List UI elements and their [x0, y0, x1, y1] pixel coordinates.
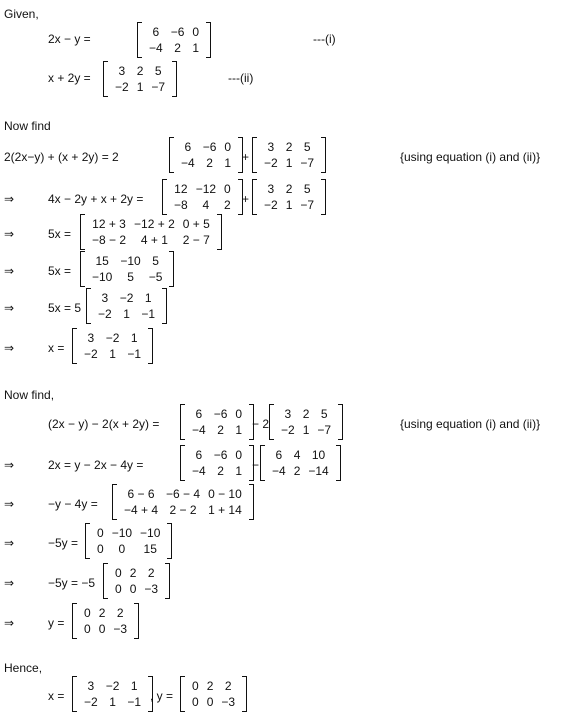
- matrix-cell: −4: [181, 156, 195, 170]
- matrix: [103, 563, 170, 599]
- matrix-row: [170, 181, 235, 197]
- matrix: [252, 137, 326, 173]
- matrix-table: [268, 447, 333, 479]
- eq1-lhs: 2x − y =: [48, 32, 91, 46]
- matrix-row: [111, 565, 162, 581]
- matrix-cell: −2: [281, 423, 295, 437]
- matrix-cell: −1: [127, 695, 142, 709]
- matrix-cell: 1 + 14: [208, 503, 242, 517]
- matrix-row: [120, 502, 246, 518]
- operator: −: [252, 458, 260, 472]
- matrix-cell: 5: [152, 254, 159, 268]
- matrix: [80, 214, 222, 250]
- matrix-row: [170, 197, 235, 213]
- matrix-row: [94, 306, 159, 322]
- matrix-cell: 2: [302, 407, 310, 421]
- matrix-cell: 0: [115, 566, 122, 580]
- matrix: [103, 61, 177, 97]
- matrix-row: [177, 139, 235, 155]
- matrix-cell: 1: [123, 307, 130, 321]
- partB-line1-lhs: (2x − y) − 2(x + 2y) =: [48, 417, 160, 431]
- matrix-table: [80, 605, 131, 637]
- partB-note: {using equation (i) and (ii)}: [400, 417, 541, 431]
- partA-line6-lhs: x =: [48, 341, 65, 355]
- implies-arrow: ⇒: [4, 341, 15, 355]
- matrix-cell: 1: [192, 41, 200, 55]
- matrix-left-bracket: [252, 137, 257, 173]
- matrix-table: [170, 181, 235, 213]
- partA-line5-lhs: 5x = 5: [48, 301, 82, 315]
- matrix-cell: 1: [285, 198, 293, 212]
- matrix-cell: 2: [217, 423, 224, 437]
- matrix-table: [80, 678, 145, 710]
- matrix-cell: 1: [224, 156, 232, 170]
- matrix-right-bracket: [217, 214, 222, 250]
- matrix-left-bracket: [180, 445, 185, 481]
- matrix-cell: 0: [224, 140, 232, 154]
- matrix-cell: −4 + 4: [124, 503, 159, 517]
- matrix-cell: 0: [235, 407, 243, 421]
- matrix-cell: 1: [109, 347, 116, 361]
- matrix-cell: 2 − 7: [182, 233, 210, 247]
- matrix-cell: 6: [195, 407, 203, 421]
- matrix-left-bracket: [180, 404, 185, 440]
- matrix-cell: 1: [144, 291, 152, 305]
- matrix-cell: 0: [84, 606, 91, 620]
- partB-line6-lhs: y =: [48, 616, 65, 630]
- matrix-cell: −4: [149, 41, 163, 55]
- matrix-cell: −3: [221, 695, 236, 709]
- matrix-cell: 0: [129, 582, 137, 596]
- matrix-right-bracket: [321, 179, 326, 215]
- matrix-row: [93, 541, 164, 557]
- matrix-table: [88, 216, 214, 248]
- matrix-left-bracket: [72, 603, 77, 639]
- matrix-cell: 2: [285, 182, 293, 196]
- implies-arrow: ⇒: [4, 227, 15, 241]
- matrix-cell: −2: [264, 198, 278, 212]
- matrix-left-bracket: [103, 563, 108, 599]
- now-find-heading-2: Now find,: [4, 388, 55, 402]
- matrix-right-bracket: [206, 22, 211, 58]
- matrix-table: [111, 63, 169, 95]
- matrix-cell: 0 − 10: [208, 487, 242, 501]
- matrix-row: [111, 79, 169, 95]
- matrix-cell: 2: [217, 464, 224, 478]
- matrix-cell: 3: [87, 331, 95, 345]
- partB-line5-lhs: −5y = −5: [48, 576, 96, 590]
- matrix-cell: 6: [152, 25, 160, 39]
- eq2-lhs: x + 2y =: [48, 71, 91, 85]
- implies-arrow: ⇒: [4, 192, 15, 206]
- matrix-table: [88, 253, 166, 285]
- matrix-table: [188, 406, 246, 438]
- matrix-cell: 2: [285, 140, 293, 154]
- matrix-cell: 0: [224, 182, 231, 196]
- matrix-cell: −2: [84, 347, 98, 361]
- matrix-row: [188, 422, 246, 438]
- matrix-row: [111, 581, 162, 597]
- matrix-cell: 4 + 1: [140, 233, 168, 247]
- matrix-row: [88, 216, 214, 232]
- matrix-row: [268, 463, 333, 479]
- matrix-right-bracket: [321, 137, 326, 173]
- matrix-cell: −4: [192, 423, 206, 437]
- matrix-table: [145, 24, 203, 56]
- matrix-right-bracket: [242, 676, 247, 712]
- matrix: [112, 484, 254, 520]
- operator: +: [242, 150, 250, 164]
- matrix-row: [145, 40, 203, 56]
- matrix-cell: −2: [84, 695, 98, 709]
- matrix-left-bracket: [169, 137, 174, 173]
- matrix-row: [188, 447, 246, 463]
- matrix-cell: −3: [144, 582, 159, 596]
- matrix: [80, 251, 174, 287]
- matrix-row: [268, 447, 333, 463]
- matrix: [86, 288, 167, 324]
- matrix-row: [93, 525, 164, 541]
- matrix-row: [88, 232, 214, 248]
- matrix-cell: −1: [127, 347, 142, 361]
- matrix-cell: −2: [105, 331, 120, 345]
- matrix-cell: −2: [115, 80, 129, 94]
- matrix-cell: −7: [151, 80, 166, 94]
- matrix-row: [80, 621, 131, 637]
- matrix: [269, 404, 343, 440]
- matrix-right-bracket: [134, 603, 139, 639]
- matrix-cell: 1: [109, 695, 116, 709]
- matrix-cell: 6: [184, 140, 192, 154]
- partA-line3-lhs: 5x =: [48, 227, 72, 241]
- matrix-right-bracket: [148, 328, 153, 364]
- matrix-right-bracket: [249, 484, 254, 520]
- matrix-cell: 0: [98, 622, 106, 636]
- partB-line4-lhs: −5y =: [48, 536, 79, 550]
- matrix-left-bracket: [180, 676, 185, 712]
- matrix-cell: −8 − 2: [92, 233, 127, 247]
- matrix-right-bracket: [336, 445, 341, 481]
- matrix-table: [120, 486, 246, 518]
- matrix-cell: 1: [302, 423, 310, 437]
- matrix-row: [188, 678, 239, 694]
- matrix-left-bracket: [80, 214, 85, 250]
- matrix-right-bracket: [165, 563, 170, 599]
- matrix-cell: 3: [87, 679, 95, 693]
- matrix-table: [177, 139, 235, 171]
- final-x-lhs: x =: [48, 689, 65, 703]
- matrix-right-bracket: [338, 404, 343, 440]
- matrix-table: [80, 330, 145, 362]
- implies-arrow: ⇒: [4, 458, 15, 472]
- matrix-cell: −12: [195, 182, 217, 196]
- implies-arrow: ⇒: [4, 301, 15, 315]
- matrix-row: [80, 605, 131, 621]
- matrix-cell: −5: [148, 270, 163, 284]
- matrix-table: [188, 447, 246, 479]
- matrix-cell: −4: [272, 464, 286, 478]
- matrix: [72, 603, 139, 639]
- matrix-row: [111, 63, 169, 79]
- matrix-cell: 12 + 3: [92, 217, 126, 231]
- matrix-row: [277, 406, 335, 422]
- matrix-cell: 3: [267, 140, 275, 154]
- matrix-row: [120, 486, 246, 502]
- matrix-cell: −6 − 4: [166, 487, 201, 501]
- partB-line2-lhs: 2x = y − 2x − 4y =: [48, 458, 144, 472]
- matrix-left-bracket: [85, 523, 90, 559]
- matrix-cell: 0: [84, 622, 91, 636]
- matrix-cell: 6 − 6: [127, 487, 155, 501]
- matrix-cell: 3: [101, 291, 109, 305]
- matrix-cell: 5: [303, 140, 311, 154]
- matrix-cell: −10: [111, 526, 133, 540]
- matrix-right-bracket: [162, 288, 167, 324]
- matrix-cell: 2: [136, 64, 144, 78]
- partB-line3-lhs: −y − 4y =: [48, 497, 98, 511]
- matrix-cell: 2: [206, 679, 214, 693]
- matrix-cell: 1: [130, 331, 138, 345]
- matrix-cell: 2: [224, 198, 231, 212]
- matrix-cell: −7: [317, 423, 332, 437]
- matrix-cell: 1: [235, 423, 243, 437]
- matrix-row: [80, 694, 145, 710]
- matrix-cell: 15: [143, 542, 157, 556]
- matrix-cell: 3: [284, 407, 292, 421]
- matrix-table: [94, 290, 159, 322]
- matrix-row: [88, 269, 166, 285]
- matrix-cell: 10: [311, 448, 326, 462]
- matrix: [169, 137, 243, 173]
- matrix-cell: 1: [130, 679, 138, 693]
- matrix-cell: 2: [98, 606, 106, 620]
- matrix-cell: −2: [119, 291, 134, 305]
- matrix-row: [80, 678, 145, 694]
- matrix-cell: 6: [195, 448, 203, 462]
- matrix: [180, 676, 247, 712]
- matrix-cell: −6: [213, 448, 228, 462]
- matrix-cell: 0: [97, 542, 104, 556]
- matrix-cell: 5: [320, 407, 328, 421]
- matrix-cell: 0: [192, 695, 199, 709]
- partA-note: {using equation (i) and (ii)}: [400, 150, 541, 164]
- matrix-row: [88, 253, 166, 269]
- matrix-cell: 12: [174, 182, 188, 196]
- matrix-cell: −10: [120, 254, 141, 268]
- matrix-row: [277, 422, 335, 438]
- matrix-cell: 3: [118, 64, 126, 78]
- matrix: [137, 22, 211, 58]
- operator: − 2: [252, 417, 270, 431]
- partA-line1-lhs: 2(2x−y) + (x + 2y) = 2: [4, 150, 119, 164]
- matrix-row: [80, 346, 145, 362]
- matrix-cell: 4: [293, 448, 301, 462]
- matrix-table: [260, 139, 318, 171]
- matrix: [260, 445, 341, 481]
- matrix: [252, 179, 326, 215]
- matrix-cell: 0 + 5: [182, 217, 210, 231]
- matrix-row: [260, 155, 318, 171]
- given-heading: Given,: [4, 7, 39, 21]
- matrix-cell: 1: [235, 464, 243, 478]
- matrix-row: [177, 155, 235, 171]
- matrix-cell: −6: [202, 140, 217, 154]
- matrix-row: [260, 181, 318, 197]
- matrix-cell: 5: [154, 64, 162, 78]
- matrix-row: [260, 197, 318, 213]
- matrix-table: [188, 678, 239, 710]
- matrix-row: [188, 463, 246, 479]
- matrix-cell: −2: [105, 679, 120, 693]
- matrix-left-bracket: [260, 445, 265, 481]
- implies-arrow: ⇒: [4, 497, 15, 511]
- matrix-cell: −12 + 2: [134, 217, 175, 231]
- matrix-cell: −3: [113, 622, 128, 636]
- matrix-cell: 2: [129, 566, 137, 580]
- matrix-cell: −7: [300, 198, 315, 212]
- matrix-cell: 0: [115, 582, 122, 596]
- matrix-cell: 2: [224, 679, 232, 693]
- eq2-tag: ---(ii): [228, 71, 254, 85]
- matrix: [72, 676, 153, 712]
- matrix-cell: −6: [213, 407, 228, 421]
- implies-arrow: ⇒: [4, 264, 15, 278]
- matrix: [72, 328, 153, 364]
- matrix-left-bracket: [269, 404, 274, 440]
- matrix-cell: 5: [303, 182, 311, 196]
- matrix-left-bracket: [80, 251, 85, 287]
- matrix-cell: 0: [192, 25, 200, 39]
- partA-line2-lhs: 4x − 2y + x + 2y =: [48, 192, 144, 206]
- matrix-cell: 2: [116, 606, 124, 620]
- matrix-cell: 2: [293, 464, 301, 478]
- matrix-left-bracket: [112, 484, 117, 520]
- eq1-tag: ---(i): [313, 32, 336, 46]
- matrix-right-bracket: [169, 251, 174, 287]
- matrix: [180, 445, 254, 481]
- matrix-cell: 2 − 2: [169, 503, 197, 517]
- matrix-cell: 0: [235, 448, 243, 462]
- matrix-cell: 2: [206, 156, 213, 170]
- now-find-heading: Now find: [4, 119, 51, 133]
- matrix-right-bracket: [172, 61, 177, 97]
- matrix-cell: −10: [92, 270, 113, 284]
- matrix-left-bracket: [72, 676, 77, 712]
- implies-arrow: ⇒: [4, 616, 15, 630]
- matrix-cell: 3: [267, 182, 275, 196]
- matrix-left-bracket: [72, 328, 77, 364]
- implies-arrow: ⇒: [4, 536, 15, 550]
- matrix-left-bracket: [137, 22, 142, 58]
- matrix-cell: −10: [140, 526, 161, 540]
- matrix-cell: 0: [118, 542, 126, 556]
- matrix-cell: 15: [95, 254, 109, 268]
- matrix: [85, 523, 172, 559]
- matrix-row: [188, 406, 246, 422]
- matrix-right-bracket: [167, 523, 172, 559]
- matrix-row: [145, 24, 203, 40]
- final-y-lhs: , y =: [150, 689, 174, 703]
- matrix-cell: 0: [192, 679, 199, 693]
- implies-arrow: ⇒: [4, 576, 15, 590]
- matrix-cell: −14: [308, 464, 329, 478]
- matrix-cell: 0: [206, 695, 214, 709]
- matrix-cell: −2: [264, 156, 278, 170]
- matrix-cell: 1: [136, 80, 144, 94]
- matrix-cell: 2: [147, 566, 155, 580]
- matrix-cell: 4: [202, 198, 210, 212]
- matrix-cell: 2: [174, 41, 181, 55]
- matrix-left-bracket: [86, 288, 91, 324]
- matrix-table: [93, 525, 164, 557]
- matrix-left-bracket: [103, 61, 108, 97]
- matrix-left-bracket: [162, 179, 167, 215]
- hence-heading: Hence,: [4, 661, 43, 675]
- matrix-cell: 5: [127, 270, 134, 284]
- matrix-cell: −4: [192, 464, 206, 478]
- matrix-cell: −7: [300, 156, 315, 170]
- matrix-cell: −1: [141, 307, 156, 321]
- matrix-row: [94, 290, 159, 306]
- matrix: [180, 404, 254, 440]
- matrix-cell: 0: [97, 526, 104, 540]
- matrix-row: [188, 694, 239, 710]
- matrix-cell: −2: [98, 307, 112, 321]
- matrix-cell: 1: [285, 156, 293, 170]
- matrix-left-bracket: [252, 179, 257, 215]
- partA-line4-lhs: 5x =: [48, 264, 72, 278]
- matrix-row: [80, 330, 145, 346]
- matrix-table: [277, 406, 335, 438]
- matrix-table: [260, 181, 318, 213]
- matrix-cell: 6: [275, 448, 283, 462]
- matrix-table: [111, 565, 162, 597]
- operator: +: [242, 192, 250, 206]
- matrix-cell: −8: [174, 198, 188, 212]
- matrix-row: [260, 139, 318, 155]
- matrix: [162, 179, 243, 215]
- matrix-cell: −6: [170, 25, 185, 39]
